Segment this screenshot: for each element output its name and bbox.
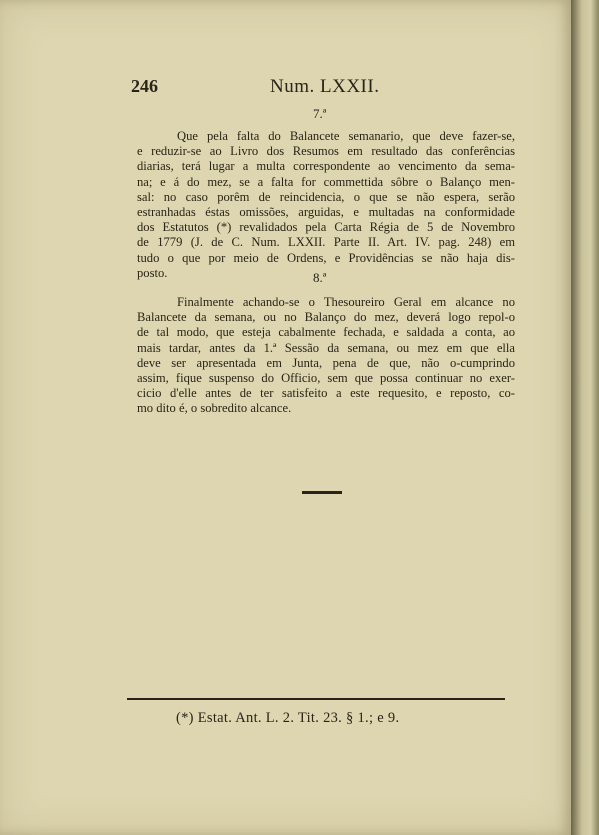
paragraph-section-8 — [137, 295, 515, 417]
footnote: (*) Estat. Ant. L. 2. Tit. 23. § 1.; e 9. — [176, 710, 400, 726]
text-line: mais tardar, antes da 1.ª Sessão da semana, ou mez em que ella — [137, 340, 515, 355]
text-line: de 1779 (J. de C. Num. LXXII. Parte II. Art. IV. pag. 248) em — [137, 235, 515, 250]
text-line: tudo o que por meio de Ordens, e Providências se não haja dis- — [137, 250, 515, 265]
text-line: sal: no caso porêm de reincidencia, o que se não espera, serão — [137, 189, 515, 204]
text-line: de tal modo, que esteja cabalmente fechada, e saldada a conta, ao — [137, 325, 515, 340]
text-line: cicio d'elle antes de ter satisfeito a este requesito, e reposto, co- — [137, 386, 515, 401]
text-line: dos Estatutos (*) revalidados pela Carta Régia de 5 de Novembro — [137, 220, 515, 235]
section-end-rule — [302, 491, 342, 494]
text-line: deve ser apresentada em Junta, pena de que, não o-cumprindo — [137, 355, 515, 370]
text-line: Finalmente achando-se o Thesoureiro Geral em alcance no — [177, 295, 515, 309]
section-number-8: 8.ª — [313, 270, 327, 285]
section-number-7: 7.ª — [313, 106, 327, 121]
text-line: assim, fique suspenso do Officio, sem que possa continuar no exer- — [137, 371, 515, 386]
text-line: estranhadas éstas omissões, arguidas, e multadas na conformidade — [137, 205, 515, 220]
page-edge — [571, 0, 599, 835]
running-head: Num. LXXII. — [270, 76, 380, 97]
paragraph-section-7 — [137, 129, 515, 281]
text-line: mo dito é, o sobredito alcance. — [137, 401, 292, 416]
text-line: na; e á do mez, se a falta for commettida sôbre o Balanço men- — [137, 174, 515, 189]
text-line: Que pela falta do Balancete semanario, que deve fazer-se, — [177, 129, 515, 143]
text-line: Balancete da semana, ou no Balanço do mez, deverá logo repol-o — [137, 310, 515, 325]
page-number: 246 — [131, 76, 158, 96]
text-line: posto. — [137, 265, 168, 280]
footnote-rule — [127, 698, 505, 700]
page-header — [0, 76, 571, 100]
text-line: diarias, terá lugar a multa correspondente ao vencimento da sema- — [137, 159, 515, 174]
text-line: e reduzir-se ao Livro dos Resumos em resultado das conferências — [137, 144, 515, 159]
